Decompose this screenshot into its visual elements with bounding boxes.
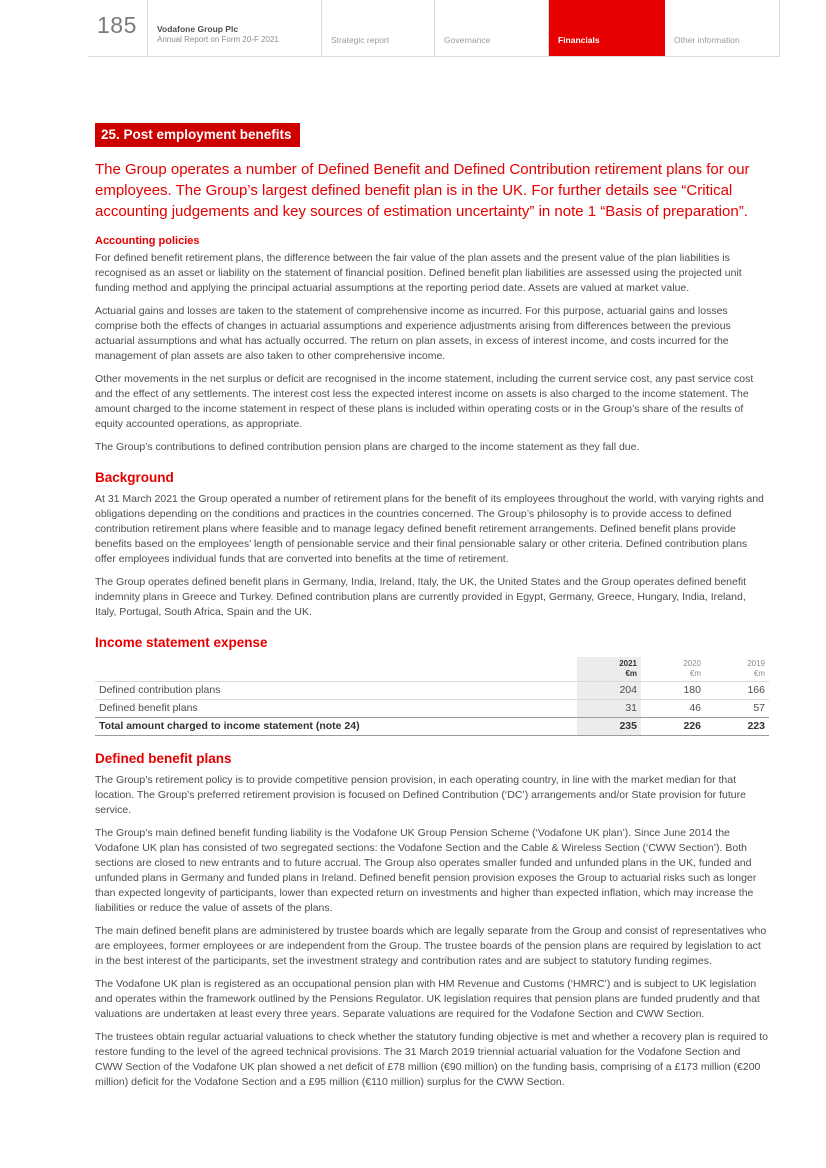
page-content [95,57,769,1090]
table-row [95,700,769,718]
paragraph: At 31 March 2021 the Group operated a number of retirement plans for the benefit of its employees throughout the world, with varying rights and obligations depending on the conditions and practices in the countries concerned. The Group’s philosophy is to provide access to defined contribution retirement plans where feasible and to manage legacy defined benefit retirement arrangements. Defined benefit plans provide benefits based on the employees’ length of pensionable service and their final pensionable salary or other criteria. Defined contribution plans offer employees individual funds that are converted into benefits at the time of retirement. [95,493,764,565]
table-header-row [95,657,769,682]
paragraph: The Group’s contributions to defined contribution pension plans are charged to the income statement as they fall due. [95,441,640,453]
year-label: 2021 [619,659,637,668]
paragraph: The Group’s main defined benefit funding liability is the Vodafone UK Group Pension Scheme (‘Vodafone UK plan’). Since June 2014 the Vodafone UK plan has consisted of two segregated sections: the Vodafone Section and the Cable & Wireless Section (‘CWW Section’). Both sections are closed to new entrants and to future accrual. The Group also operates smaller funded and unfunded plans in the UK, funded and unfunded plans in Germany and funded plans in Ireland. Defined benefit pension provision exposes the Group to actuarial risks such as longer than expected longevity of participants, lower than expected return on investments and higher than expected inflation, which may increase the liabilities or reduce the value of assets of the plans. [95,827,757,914]
paragraph: The Group operates defined benefit plans in Germany, India, Ireland, Italy, the UK, the United States and the Group operates defined benefit indemnity plans in Greece and Turkey. Defined contribution plans are currently provided in Egypt, Germany, Greece, Hungary, India, Ireland, Italy, Portugal, South Africa, Spain and the UK. [95,576,747,618]
page-header [88,0,780,57]
accounting-policies-heading: Accounting policies [95,235,200,247]
paragraph: The Group’s retirement policy is to provide competitive pension provision, in each operating country, in line with the market median for that location. The Group’s preferred retirement provision is focused on Defined Contribution (‘DC’) arrangements and/or State provision for future service. [95,774,746,816]
tab-label: Financials [558,35,600,45]
total-2019: 223 [705,718,769,736]
column-header-2020 [641,657,705,682]
paragraph: For defined benefit retirement plans, the difference between the fair value of the plan assets and the present value of the plan liabilities is recognised as an asset or liability on the statement of financial position. Defined benefit plan liabilities are assessed using the projected unit funding method and applying the principal actuarial assumptions at the reporting period date. Assets are valued at market value. [95,252,742,294]
document-title-block [148,0,322,56]
paragraph: The main defined benefit plans are administered by trustee boards which are legally separate from the Group and consist of representatives who are employees, former employees or are independent from the Group. The trustee boards of the pension plans are required by legislation to act in the best interest of the participants, set the investment strategy and contribution rates and are subject to statutory funding regimes. [95,925,767,967]
tab-financials[interactable] [549,0,665,56]
section-title: 25. Post employment benefits [95,123,300,147]
unit-label: €m [753,668,765,678]
tab-other-information[interactable] [665,0,780,56]
unit-label: €m [689,668,701,678]
table-row [95,682,769,700]
page-number: 185 [97,11,137,38]
tab-governance[interactable] [435,0,549,56]
page-number-cell [88,0,148,56]
tab-label: Governance [444,35,491,45]
empty-header-cell [95,657,577,682]
total-label: Total amount charged to income statement (note 24) [95,718,577,736]
paragraph: The Vodafone UK plan is registered as an occupational pension plan with HM Revenue and Customs (‘HMRC’) and is subject to UK legislation and operates within the framework outlined by the Pensions Regulator. UK legislation requires that pension plans are funded prudently and that valuations are undertaken at least every three years. Separate valuations are required for the Vodafone Section and CWW Section. [95,978,760,1020]
value-2019: 166 [705,682,769,700]
paragraph: Actuarial gains and losses are taken to the statement of comprehensive income as incurred. For this purpose, actuarial gains and losses comprise both the effects of changes in actuarial assumptions and experience adjustments arising from differences between the previous actuarial assumptions and what has actually occurred. The return on plan assets, in excess of interest income, and costs incurred for the management of plan assets are also taken to other comprehensive income. [95,305,731,362]
value-2020: 46 [641,700,705,718]
value-2019: 57 [705,700,769,718]
company-name: Vodafone Group Plc [157,24,239,34]
background-heading: Background [95,470,174,485]
tab-label: Strategic report [331,35,390,45]
tab-strategic-report[interactable] [322,0,435,56]
column-header-2019 [705,657,769,682]
tab-label: Other information [674,35,740,45]
table-total-row [95,718,769,736]
report-name: Annual Report on Form 20-F 2021 [157,35,279,44]
unit-label: €m [625,668,637,678]
income-statement-table [95,657,769,736]
defined-benefit-heading: Defined benefit plans [95,751,232,766]
total-2021: 235 [577,718,641,736]
row-label: Defined contribution plans [95,682,577,700]
value-2021: 204 [577,682,641,700]
year-label: 2020 [683,659,701,668]
total-2020: 226 [641,718,705,736]
paragraph: Other movements in the net surplus or deficit are recognised in the income statement, including the current service cost, any past service cost and the effect of any settlements. The interest cost less the expected interest income on assets is also charged to the income statement. The amount charged to the income statement in respect of these plans is included within operating costs or in the Group’s share of the results of equity accounted operations, as appropriate. [95,373,754,430]
income-statement-heading: Income statement expense [95,635,268,650]
column-header-2021 [577,657,641,682]
year-label: 2019 [747,659,765,668]
paragraph: The trustees obtain regular actuarial valuations to check whether the statutory funding objective is met and whether a recovery plan is required to restore funding to the level of the agreed technical provisions. The 31 March 2019 triennial actuarial valuation for the Vodafone Section and CWW Section of the Vodafone UK plan showed a net deficit of £78 million (€90 million) on the funding basis, comprising of a £173 million (€200 million) deficit for the Vodafone Section and a £95 million (€110 million) surplus for the CWW Section. [95,1031,768,1088]
row-label: Defined benefit plans [95,700,577,718]
value-2020: 180 [641,682,705,700]
section-intro: The Group operates a number of Defined Benefit and Defined Contribution retirement plans for our employees. The Group’s largest defined benefit plan is in the UK. For further details see “Critical accounting judgements and key sources of estimation uncertainty” in note 1 “Basis of preparation”. [95,161,750,220]
value-2021: 31 [577,700,641,718]
